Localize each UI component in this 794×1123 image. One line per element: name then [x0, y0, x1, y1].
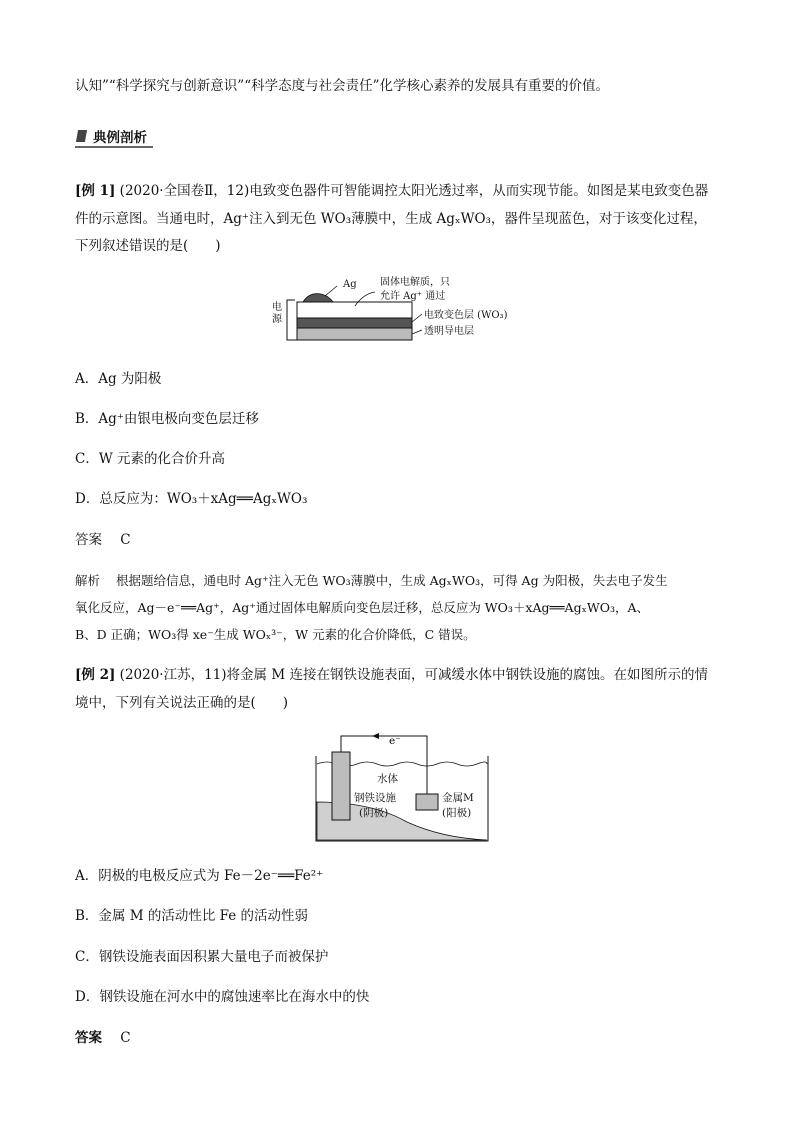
- ag-pointer: [325, 286, 337, 296]
- metal-m: [416, 794, 438, 810]
- example2-option-d: D．钢铁设施在河水中的腐蚀速率比在海水中的快: [75, 989, 370, 1005]
- example1-analysis-label: 解析: [75, 573, 101, 588]
- steel-label-line2: (阴极): [359, 807, 389, 819]
- wo3-label: 电致变色层 (WO₃): [424, 310, 508, 321]
- ag-label: Ag: [343, 279, 357, 290]
- power-label: 电源: [272, 302, 282, 325]
- example2-stem-line1: [75, 661, 708, 689]
- ag-electrode: [303, 294, 333, 302]
- example2-option-c: C．钢铁设施表面因积累大量电子而被保护: [75, 949, 329, 965]
- example2-stem-text1: 将金属 M 连接在钢铁设施表面，可减缓水体中钢铁设施的腐蚀。在如图所示的情: [226, 667, 708, 683]
- electrolyte-label-line1: 固体电解质，只: [380, 277, 450, 288]
- example1-stem-text1: 电致变色器件可智能调控太阳光透过率，从而实现节能。如图是某电致变色器: [249, 183, 709, 199]
- section-underline: [75, 146, 153, 148]
- conductive-label: 透明导电层: [424, 326, 474, 337]
- section-marker-icon: [75, 128, 89, 144]
- example1-analysis-line1: [75, 567, 668, 594]
- example1-answer: [75, 526, 131, 554]
- example1-answer-label: 答案: [75, 532, 102, 548]
- electron-label: e⁻: [389, 735, 401, 747]
- example2-tag: [例 2]: [75, 667, 116, 683]
- example2-answer-label: 答案: [75, 1030, 102, 1046]
- example2-answer-value: C: [120, 1030, 131, 1046]
- example1-analysis-line3: B、D 正确；WO₃得 xe⁻生成 WOₓ³⁻，W 元素的化合价降低，C 错误。: [75, 627, 476, 642]
- conductive-pointer: [412, 330, 422, 334]
- example1-stem-line3: 下列叙述错误的是( ): [75, 238, 221, 254]
- example1-stem-line1: [75, 177, 708, 205]
- example1-stem-line2: 件的示意图。当通电时，Ag⁺注入到无色 WO₃薄膜中，生成 AgₓWO₃，器件呈现蓝色，对于该变化过程，: [75, 211, 707, 227]
- power-wire: [287, 300, 297, 340]
- section-header: [75, 126, 147, 146]
- example2-answer: [75, 1024, 131, 1052]
- corrosion-protection-diagram: [312, 730, 492, 845]
- wo3-layer: [297, 318, 412, 328]
- metal-label-line1: 金属M: [442, 792, 474, 804]
- electron-arrow: [372, 733, 379, 739]
- example2-stem-line2: 境中，下列有关说法正确的是( ): [75, 695, 289, 711]
- example2-source: (2020·江苏，11): [119, 667, 227, 683]
- example1-option-b: B．Ag⁺由银电极向变色层迁移: [75, 411, 259, 427]
- intro-line: 认知”“科学探究与创新意识”“科学态度与社会责任”化学核心素养的发展具有重要的价值。: [75, 78, 610, 94]
- example1-analysis-text1: 根据题给信息，通电时 Ag⁺注入无色 WO₃薄膜中，生成 AgₓWO₃，可得 Ag 为阳极，失去电子发生: [116, 573, 668, 588]
- section-title: 典例剖析: [93, 130, 147, 146]
- electrolyte-layer: [297, 302, 412, 318]
- example1-tag: [例 1]: [75, 183, 116, 199]
- example1-source: (2020·全国卷Ⅱ，12): [119, 183, 250, 199]
- example2-option-b: B．金属 M 的活动性比 Fe 的活动性弱: [75, 908, 309, 924]
- example1-option-a: A．Ag 为阳极: [75, 371, 162, 387]
- conductive-layer: [297, 328, 412, 340]
- metal-label-line2: (阳极): [442, 807, 472, 819]
- example2-option-a: A．阴极的电极反应式为 Fe－2e⁻══Fe²⁺: [75, 868, 324, 884]
- example1-option-d: D．总反应为：WO₃＋xAg══AgₓWO₃: [75, 491, 308, 507]
- example1-option-c: C．W 元素的化合价升高: [75, 451, 225, 467]
- example1-analysis-line2: 氧化反应，Ag－e⁻══Ag⁺，Ag⁺通过固体电解质向变色层迁移，总反应为 WO₃＋xAg══AgₓWO₃，A、: [75, 600, 650, 615]
- electrolyte-label-line2: 允许 Ag⁺ 通过: [380, 291, 446, 302]
- example1-answer-value: C: [120, 532, 131, 548]
- water-label: 水体: [377, 773, 398, 785]
- steel-facility: [332, 752, 350, 820]
- wo3-pointer: [412, 314, 422, 322]
- steel-label-line1: 钢铁设施: [354, 792, 396, 804]
